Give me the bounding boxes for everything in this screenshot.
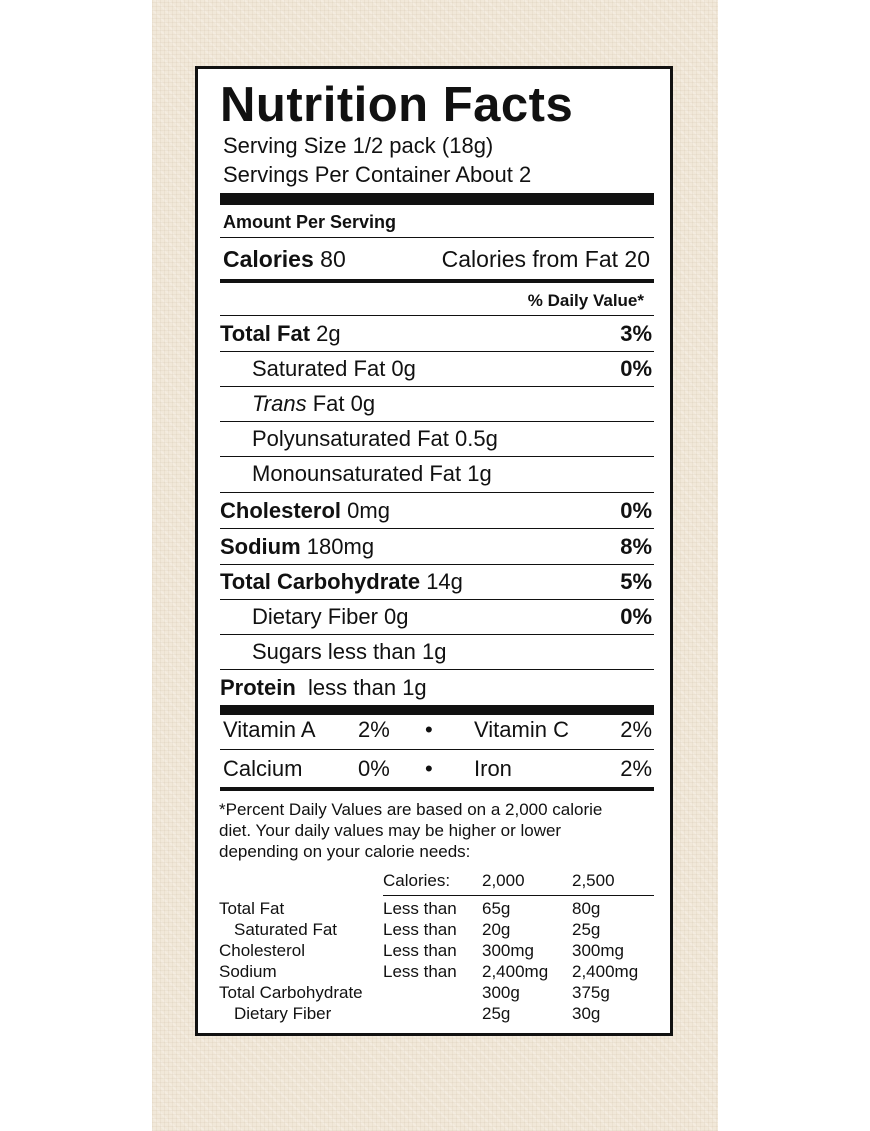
nutrient-amount: 180mg — [306, 534, 375, 559]
table-cell: 300g — [482, 983, 520, 1002]
table-cell: 25g — [572, 920, 601, 939]
nutrient-amount: 14g — [426, 569, 463, 594]
panel-title: Nutrition Facts — [220, 78, 574, 132]
table-cell: Less than — [383, 962, 457, 981]
footnote-line: *Percent Daily Values are based on a 2,000 calorie — [219, 800, 603, 819]
table-cell: 25g — [482, 1004, 511, 1023]
daily-value-percent: 3% — [620, 321, 652, 346]
vitamin-name: Vitamin A — [223, 717, 316, 742]
nutrient-amount: 0mg — [347, 498, 390, 523]
calories-from-fat: Calories from Fat 20 — [441, 246, 650, 272]
vitamin-percent: 2% — [358, 717, 390, 742]
table-cell: 300mg — [572, 941, 624, 960]
daily-value-percent: 5% — [620, 569, 652, 594]
table-cell: 80g — [572, 899, 601, 918]
nutrient-name: Dietary Fiber 0g — [252, 604, 409, 629]
table-cell: Saturated Fat — [234, 920, 338, 939]
daily-value-percent: 0% — [620, 498, 652, 523]
daily-value-percent: 0% — [620, 604, 652, 629]
daily-value-percent: 8% — [620, 534, 652, 559]
table-cell: Cholesterol — [219, 941, 305, 960]
nutrient-name-italic: Trans — [252, 391, 307, 416]
nutrient-name: Cholesterol — [220, 498, 342, 523]
nutrient-name: Protein — [220, 675, 296, 700]
divider — [220, 456, 654, 457]
divider — [220, 237, 654, 238]
divider — [220, 599, 654, 600]
nutrient-name: Polyunsaturated Fat 0.5g — [252, 426, 498, 451]
footnote-line: depending on your calorie needs: — [219, 842, 471, 861]
nutrient-name: Saturated Fat 0g — [252, 356, 416, 381]
serving-size: Serving Size 1/2 pack (18g) — [223, 133, 494, 158]
divider — [220, 351, 654, 352]
vitamin-name: Vitamin C — [474, 717, 569, 742]
calories-label: Calories — [223, 246, 314, 272]
vitamin-percent: 2% — [620, 717, 652, 742]
table-cell: Less than — [383, 920, 457, 939]
medium-divider — [220, 279, 654, 283]
table-cell: 2,400mg — [572, 962, 639, 981]
nutrient-name: Total Fat — [220, 321, 311, 346]
divider — [220, 386, 654, 387]
bullet-separator: • — [425, 717, 433, 742]
vitamin-name: Calcium — [223, 756, 303, 781]
vitamin-percent: 0% — [358, 756, 390, 781]
nutrient-name: Monounsaturated Fat 1g — [252, 461, 492, 486]
vitamin-name: Iron — [474, 756, 512, 781]
table-header: 2,000 — [482, 871, 525, 890]
table-divider — [383, 895, 654, 896]
table-cell: Total Fat — [219, 899, 285, 918]
table-header: Calories: — [383, 871, 451, 890]
divider — [220, 528, 654, 529]
divider — [220, 669, 654, 670]
table-cell: 300mg — [482, 941, 534, 960]
divider — [220, 492, 654, 493]
table-cell: Sodium — [219, 962, 277, 981]
divider — [220, 564, 654, 565]
table-cell: 2,400mg — [482, 962, 549, 981]
divider — [220, 749, 654, 750]
thick-divider — [220, 705, 654, 715]
medium-divider — [220, 787, 654, 791]
nutrient-amount: 2g — [316, 321, 341, 346]
thick-divider — [220, 193, 654, 205]
table-cell: 20g — [482, 920, 511, 939]
daily-value-percent: 0% — [620, 356, 652, 381]
daily-value-header: % Daily Value* — [527, 291, 644, 310]
nutrition-facts-panel — [195, 66, 673, 1036]
table-cell: 65g — [482, 899, 511, 918]
table-header: 2,500 — [572, 871, 615, 890]
table-cell: 30g — [572, 1004, 601, 1023]
amount-per-serving: Amount Per Serving — [223, 212, 397, 232]
table-cell: Less than — [383, 899, 457, 918]
nutrient-amount: less than 1g — [308, 675, 427, 700]
table-cell: Dietary Fiber — [234, 1004, 332, 1023]
table-cell: Total Carbohydrate — [219, 983, 363, 1002]
servings-per-container: Servings Per Container About 2 — [223, 162, 532, 187]
table-cell: Less than — [383, 941, 457, 960]
bullet-separator: • — [425, 756, 433, 781]
vitamin-percent: 2% — [620, 756, 652, 781]
table-cell: 375g — [572, 983, 610, 1002]
nutrient-name: Fat 0g — [312, 391, 376, 416]
nutrient-name: Sodium — [220, 534, 301, 559]
divider — [220, 315, 654, 316]
footnote-line: diet. Your daily values may be higher or lower — [219, 821, 562, 840]
nutrient-name: Sugars less than 1g — [252, 639, 447, 664]
nutrient-name: Total Carbohydrate — [220, 569, 421, 594]
calories-value: 80 — [320, 246, 346, 272]
divider — [220, 421, 654, 422]
divider — [220, 634, 654, 635]
